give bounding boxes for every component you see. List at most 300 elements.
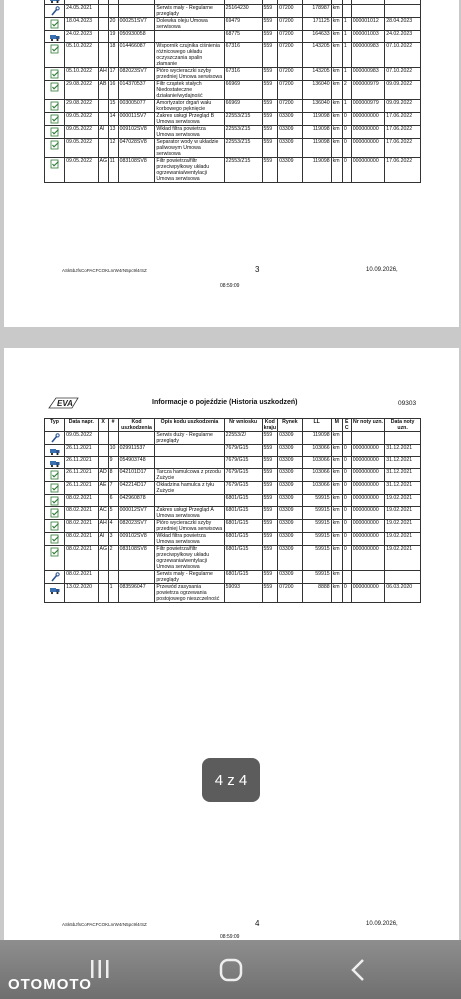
table-row (45, 445, 421, 457)
cell-credit-note-no: 000000000 (351, 469, 384, 482)
cell-damage-code: 014370537 (118, 81, 155, 100)
cell-ec: 0 (342, 139, 351, 158)
cell-description: Filtr powietrza/filtr przeciwpyłkowy układu ogrzewania/wentylacji Umowa serwisowa (155, 546, 224, 571)
cell-description: Serwis duży - Regularne przeglądy (155, 432, 224, 445)
cell-request-no: 6801/G15 (224, 520, 262, 533)
cell-credit-note-no (351, 432, 384, 445)
cell-damage-code: 082023SV7 (118, 520, 155, 533)
cell-ec: 0 (342, 126, 351, 139)
table-row (45, 495, 421, 507)
document-check-icon (49, 82, 61, 92)
cell-unit: km (331, 81, 342, 100)
table-row (45, 469, 421, 482)
cell-credit-note-no: 000001003 (351, 31, 384, 43)
cell-market: 07200 (278, 18, 303, 31)
cell-request-no: 6801/G15 (224, 507, 262, 520)
report-code: 09303 (398, 400, 417, 407)
document-check-icon (49, 483, 61, 493)
home-icon[interactable] (218, 957, 244, 988)
table-row (45, 113, 421, 126)
cell-credit-note-no: 000001012 (351, 18, 384, 31)
cell-x (98, 18, 108, 31)
cell-date: 09.05.2022 (65, 139, 98, 158)
cell-damage-code: 000251SV7 (118, 18, 155, 31)
cell-x (98, 445, 108, 457)
cell-mileage: 59915 (302, 533, 331, 546)
cell-credit-note-no: 000000000 (351, 158, 384, 183)
cell-description: Okładzina hamulca z tyłu Zużycie (155, 482, 224, 495)
cell-country-code: 559 (262, 520, 278, 533)
cell-index: 1 (108, 584, 118, 603)
cell-country-code: 559 (262, 43, 278, 68)
cell-country-code: 559 (262, 5, 278, 18)
cell-x (98, 100, 108, 113)
cell-market: 03309 (278, 546, 303, 571)
document-check-icon (49, 470, 61, 480)
cell-x (98, 457, 108, 469)
cell-index: 13 (108, 126, 118, 139)
cell-description: Pióro wycieraczki szyby przedniej Umowa serwisowa (156, 68, 223, 80)
column-header: M (331, 419, 342, 432)
table-row (45, 18, 421, 31)
cell-damage-code: 083108SV8 (118, 158, 155, 183)
cell-credit-note-date: 09.09.2022 (385, 100, 421, 113)
cell-unit: km (331, 482, 342, 495)
cell-country-code: 559 (262, 68, 278, 81)
column-header: # (108, 419, 118, 432)
cell-x: AD (98, 469, 108, 482)
cell-country-code: 559 (262, 18, 278, 31)
cell-request-no: 7679/G15 (224, 469, 262, 482)
svg-text:EVA: EVA (57, 399, 73, 408)
column-header: Kod uszkodzenia (118, 419, 155, 432)
cell-country-code: 559 (262, 482, 278, 495)
cell-index: 3 (108, 533, 118, 546)
cell-credit-note-date: 17.06.2022 (385, 126, 421, 139)
cell-market: 07200 (278, 68, 303, 81)
cell-credit-note-date: 17.06.2022 (385, 113, 421, 126)
cell-description (155, 495, 224, 507)
cell-type (45, 100, 65, 113)
cell-x: AH (98, 520, 108, 533)
cell-mileage: 59915 (302, 495, 331, 507)
cell-ec: 0 (342, 445, 351, 457)
cell-mileage: 103066 (302, 457, 331, 469)
cell-country-code: 559 (262, 571, 278, 584)
cell-mileage: 119098 (302, 126, 331, 139)
cell-unit: km (331, 5, 342, 18)
cell-request-no: 59093 (224, 584, 262, 603)
recent-apps-icon[interactable] (90, 958, 110, 985)
cell-index: 4 (108, 520, 118, 533)
table-row (45, 126, 421, 139)
cell-description: Filtr cząstek stałych Niedostateczne działanie/wydajność (155, 81, 224, 100)
cell-market: 03309 (278, 571, 303, 584)
truck-icon (49, 32, 61, 42)
cell-index: 10 (108, 445, 118, 457)
table-row (45, 81, 421, 100)
wrench-icon (49, 433, 61, 443)
cell-date: 08.02.2021 (65, 495, 98, 507)
cell-unit: km (331, 113, 342, 126)
table-row (45, 5, 421, 18)
cell-market: 03309 (278, 469, 303, 482)
cell-description (155, 31, 224, 43)
cell-unit: km (331, 507, 342, 520)
cell-x: AG (98, 546, 108, 571)
document-check-icon (49, 44, 61, 54)
column-header: LL (302, 419, 331, 432)
cell-mileage: 171125 (302, 18, 331, 31)
cell-date: 08.02.2021 (65, 507, 98, 520)
document-check-icon (49, 521, 61, 531)
cell-ec: 0 (342, 457, 351, 469)
footer-date: 10.09.2026, (366, 921, 398, 927)
cell-index (108, 5, 118, 18)
cell-market: 03309 (278, 457, 303, 469)
cell-country-code: 559 (262, 507, 278, 520)
cell-description: Pióro wycieraczki szyby przedniej Umowa serwisowa (156, 520, 223, 532)
cell-description: Serwis mały - Regularne przeglądy (155, 5, 224, 18)
cell-date: 13.02.2020 (65, 584, 98, 603)
cell-credit-note-no: 000000000 (351, 445, 384, 457)
cell-damage-code: 083596047 (118, 584, 155, 603)
document-check-icon (49, 159, 61, 169)
otomoto-watermark: OTOMOTO (8, 976, 92, 993)
cell-ec: 0 (342, 482, 351, 495)
cell-market: 03309 (278, 507, 303, 520)
cell-type (45, 495, 65, 507)
wrench-icon (49, 572, 61, 582)
cell-credit-note-date: 19.02.2021 (385, 533, 421, 546)
cell-damage-code: 047028SV8 (118, 139, 155, 158)
cell-type (45, 139, 65, 158)
cell-index: 7 (108, 482, 118, 495)
cell-ec (342, 5, 351, 18)
cell-damage-code: 000012SV7 (118, 507, 155, 520)
cell-x (98, 432, 108, 445)
cell-date: 08.02.2021 (65, 533, 98, 546)
cell-market: 03309 (278, 533, 303, 546)
cell-credit-note-no: 000000983 (351, 43, 384, 68)
cell-index: 16 (108, 81, 118, 100)
cell-request-no: 6801/G15 (224, 546, 262, 571)
cell-country-code: 559 (262, 432, 278, 445)
table-row (45, 546, 421, 571)
cell-description: Dolewka oleju Umowa serwisowa (155, 18, 224, 31)
cell-credit-note-date: 06.03.2020 (385, 584, 421, 603)
cell-damage-code: 009102SV8 (118, 533, 155, 546)
cell-damage-code: 082023SV7 (118, 68, 155, 81)
cell-unit: km (331, 31, 342, 43)
cell-date: 26.11.2021 (65, 469, 98, 482)
cell-credit-note-no: 000000000 (351, 546, 384, 571)
footer-code: ASk5bJfsCoPACFCOKLnrW4rN5pc9l4rSZ (62, 268, 147, 273)
cell-ec (342, 432, 351, 445)
cell-market: 03309 (278, 432, 303, 445)
wrench-icon (49, 6, 61, 16)
cell-date: 08.02.2021 (65, 520, 98, 533)
cell-unit: km (331, 100, 342, 113)
cell-ec: 2 (342, 81, 351, 100)
cell-country-code: 559 (262, 469, 278, 482)
cell-date: 09.05.2022 (65, 432, 98, 445)
cell-index: 5 (108, 507, 118, 520)
cell-index: 11 (108, 158, 118, 183)
table-row (45, 520, 421, 533)
cell-credit-note-date: 31.12.2021 (385, 445, 421, 457)
cell-ec (342, 571, 351, 584)
table-row (45, 584, 421, 603)
cell-credit-note-date: 09.09.2022 (385, 81, 421, 100)
cell-mileage: 59915 (302, 507, 331, 520)
cell-request-no: 25164230 (224, 5, 262, 18)
cell-request-no: 66969 (224, 100, 262, 113)
footer-date: 10.09.2026, (366, 267, 398, 273)
cell-damage-code: 014466087 (118, 43, 155, 68)
cell-mileage: 136040 (302, 100, 331, 113)
cell-type (45, 445, 65, 457)
cell-damage-code (118, 5, 155, 18)
cell-credit-note-no (351, 5, 384, 18)
cell-date: 05.10.2022 (65, 68, 98, 81)
column-header: Nr wniosku (224, 419, 262, 432)
cell-x: AC (98, 507, 108, 520)
column-header: Rynek (278, 419, 303, 432)
cell-market: 07200 (278, 31, 303, 43)
document-check-icon (49, 127, 61, 137)
truck-icon (49, 446, 61, 456)
cell-x (98, 43, 108, 68)
cell-type (45, 520, 65, 533)
cell-index (108, 432, 118, 445)
cell-index: 19 (108, 31, 118, 43)
cell-type (45, 546, 65, 571)
cell-type (45, 432, 65, 445)
cell-unit: km (331, 520, 342, 533)
cell-credit-note-date: 31.12.2021 (385, 482, 421, 495)
cell-unit: km (331, 533, 342, 546)
damage-history-table-page-3 (44, 0, 421, 183)
cell-request-no: 67316 (224, 43, 262, 68)
cell-date: 18.04.2023 (65, 18, 98, 31)
cell-damage-code: 042214D17 (118, 482, 155, 495)
cell-credit-note-no: 000000000 (351, 507, 384, 520)
cell-market: 07200 (278, 584, 303, 603)
cell-date: 08.02.2021 (65, 546, 98, 571)
cell-type (45, 158, 65, 183)
table-row (45, 158, 421, 183)
cell-market: 03309 (278, 445, 303, 457)
page-number: 4 (255, 919, 260, 928)
cell-mileage: 119098 (302, 139, 331, 158)
back-icon[interactable] (350, 958, 366, 987)
cell-request-no: 68775 (224, 31, 262, 43)
cell-request-no: 6801/G15 (224, 571, 262, 584)
cell-mileage: 59915 (302, 571, 331, 584)
cell-credit-note-date: 17.06.2022 (385, 139, 421, 158)
cell-country-code: 559 (262, 139, 278, 158)
cell-type (45, 571, 65, 584)
cell-credit-note-date (385, 5, 421, 18)
cell-ec: 1 (342, 31, 351, 43)
cell-damage-code: 050930058 (118, 31, 155, 43)
cell-request-no: 22553/Z15 (224, 113, 262, 126)
document-check-icon (49, 547, 61, 557)
footer-code: ASk5bJfsCoPACFCOKLnrW4rN5pc9l4rSZ (62, 922, 147, 927)
cell-country-code: 559 (262, 81, 278, 100)
cell-index: 20 (108, 18, 118, 31)
cell-market: 07200 (278, 100, 303, 113)
column-header: E C (342, 419, 351, 432)
cell-unit: km (331, 584, 342, 603)
cell-country-code: 559 (262, 158, 278, 183)
cell-description: Przewód zasysania powietrza ogrzewania postojowego nieszczelność (155, 584, 224, 603)
cell-x (98, 495, 108, 507)
cell-country-code: 559 (262, 584, 278, 603)
cell-type (45, 31, 65, 43)
cell-ec: 0 (342, 507, 351, 520)
cell-date: 08.02.2021 (65, 571, 98, 584)
cell-mileage: 119098 (302, 113, 331, 126)
cell-description: Filtr powietrza/filtr przeciwpyłkowy układu ogrzewania/wentylacji Umowa serwisowa (155, 158, 224, 183)
cell-damage-code: 042101D17 (118, 469, 155, 482)
cell-date: 09.05.2022 (65, 126, 98, 139)
cell-damage-code (118, 432, 155, 445)
cell-market: 03309 (278, 113, 303, 126)
cell-unit: km (331, 457, 342, 469)
document-page-3 (4, 0, 459, 327)
cell-country-code: 559 (262, 495, 278, 507)
cell-request-no: 22553/Z15 (224, 158, 262, 183)
cell-description: Zakres usługi Przegląd B Umowa serwisowa (155, 113, 224, 126)
cell-unit: km (331, 158, 342, 183)
cell-country-code: 559 (262, 113, 278, 126)
truck-icon (49, 458, 61, 468)
cell-request-no: 6801/G15 (224, 495, 262, 507)
column-header: Data noty uzn. (385, 419, 421, 432)
cell-mileage: 119098 (302, 158, 331, 183)
page-number: 3 (255, 265, 260, 274)
column-header: Opis kodu uszkodzenia (155, 419, 224, 432)
table-row (45, 43, 421, 68)
cell-unit: km (331, 432, 342, 445)
cell-date: 09.05.2022 (65, 158, 98, 183)
cell-index: 9 (108, 457, 118, 469)
cell-damage-code: 003005077 (118, 100, 155, 113)
cell-market: 07200 (278, 43, 303, 68)
cell-description (155, 457, 224, 469)
cell-market: 03309 (278, 495, 303, 507)
cell-damage-code: 083108SV8 (118, 546, 155, 571)
document-check-icon (49, 496, 61, 506)
cell-credit-note-no: 000000000 (351, 126, 384, 139)
cell-credit-note-no: 000000000 (351, 520, 384, 533)
cell-damage-code: 009102SV8 (118, 126, 155, 139)
cell-description: Serwis mały - Regularne przeglądy (155, 571, 224, 584)
cell-x: AE (98, 482, 108, 495)
cell-request-no: 69479 (224, 18, 262, 31)
cell-damage-code: 000011SV7 (118, 113, 155, 126)
column-header: Kod kraju (263, 419, 277, 431)
document-page-4 (4, 348, 459, 951)
cell-date: 26.11.2021 (65, 482, 98, 495)
cell-country-code: 559 (262, 100, 278, 113)
cell-type (45, 5, 65, 18)
document-check-icon (49, 69, 61, 79)
cell-type (45, 113, 65, 126)
cell-index: 12 (108, 139, 118, 158)
cell-request-no: 66969 (224, 81, 262, 100)
cell-unit: km (331, 445, 342, 457)
cell-credit-note-date: 31.12.2021 (385, 457, 421, 469)
cell-unit: km (331, 571, 342, 584)
cell-credit-note-date (385, 432, 421, 445)
eva-logo (48, 396, 82, 415)
cell-country-code: 559 (262, 126, 278, 139)
cell-credit-note-no: 000000000 (351, 584, 384, 603)
cell-unit: km (331, 495, 342, 507)
document-check-icon (49, 534, 61, 544)
cell-index: 17 (108, 68, 118, 81)
cell-type (45, 18, 65, 31)
cell-damage-code: 042960878 (118, 495, 155, 507)
cell-x (98, 584, 108, 603)
footer-time: 08:59:09 (220, 934, 240, 940)
cell-ec: 1 (342, 100, 351, 113)
cell-date: 29.08.2022 (65, 100, 98, 113)
cell-mileage: 164633 (302, 31, 331, 43)
cell-type (45, 43, 65, 68)
cell-request-no: 7679/G15 (224, 457, 262, 469)
document-check-icon (49, 114, 61, 124)
cell-credit-note-no: 000000000 (351, 533, 384, 546)
table-row (45, 432, 421, 445)
cell-x: AI (98, 533, 108, 546)
cell-credit-note-no (351, 571, 384, 584)
cell-credit-note-date: 17.06.2022 (385, 158, 421, 183)
cell-index: 15 (108, 100, 118, 113)
cell-x: AG (98, 158, 108, 183)
column-header: Typ (45, 419, 65, 432)
table-row (45, 100, 421, 113)
cell-mileage: 103066 (302, 482, 331, 495)
cell-date: 09.05.2022 (65, 113, 98, 126)
cell-country-code: 559 (262, 533, 278, 546)
cell-ec: 0 (342, 113, 351, 126)
cell-x: AI (98, 126, 108, 139)
cell-request-no: 7679/G15 (224, 482, 262, 495)
cell-credit-note-no: 000000000 (351, 457, 384, 469)
cell-mileage: 143205 (302, 43, 331, 68)
cell-ec: 1 (342, 43, 351, 68)
cell-x: AB (98, 81, 108, 100)
cell-damage-code (118, 571, 155, 584)
cell-unit: km (331, 139, 342, 158)
cell-ec: 0 (342, 495, 351, 507)
cell-request-no: 22553/Z15 (224, 139, 262, 158)
cell-market: 03309 (278, 482, 303, 495)
column-header: Data napr. (65, 419, 98, 432)
cell-date: 29.08.2022 (65, 81, 98, 100)
cell-credit-note-date: 28.04.2023 (385, 18, 421, 31)
cell-credit-note-date (385, 571, 421, 584)
cell-type (45, 533, 65, 546)
cell-index: 14 (108, 113, 118, 126)
cell-description: Separator wody w układzie paliwowym Umowa serwisowa (155, 139, 224, 158)
cell-credit-note-date: 19.02.2021 (385, 520, 421, 533)
cell-credit-note-date: 19.02.2021 (385, 495, 421, 507)
